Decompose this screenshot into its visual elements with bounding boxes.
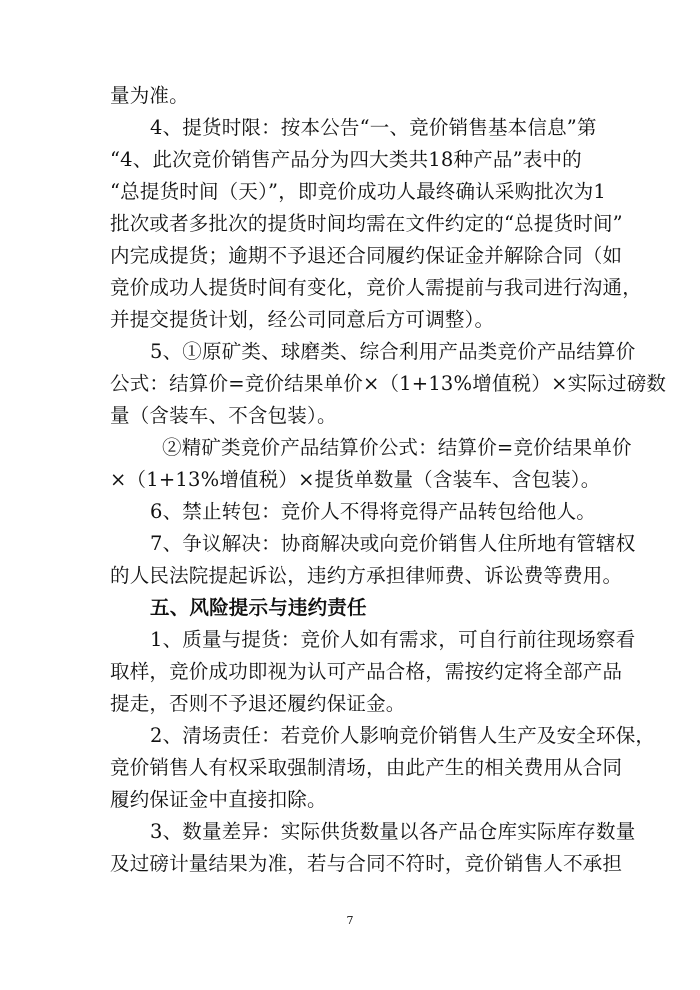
paragraph-concentrate-formula: ②精矿类竞价产品结算价公式：结算价=竞价结果单价: [162, 436, 632, 459]
paragraph-site-clearing: 2、清场责任：若竞价人影响竞价销售人生产及安全环保，: [150, 724, 656, 747]
text-line: 竞价销售人有权采取强制清场，由此产生的相关费用从合同: [110, 756, 623, 779]
section-heading: 五、风险提示与违约责任: [150, 596, 367, 619]
text-line: 批次或者多批次的提货时间均需在文件约定的“总提货时间”: [110, 212, 623, 235]
text-line: 量（含装车、不含包装）。: [110, 404, 337, 427]
paragraph-settlement-formula: 5、①原矿类、球磨类、综合利用产品类竞价产品结算价: [150, 340, 636, 363]
text-line: 竞价成功人提货时间有变化，竞价人需提前与我司进行沟通，: [110, 276, 642, 299]
text-line: 提走，否则不予退还履约保证金。: [110, 692, 406, 715]
text-line: 并提交提货计划，经公司同意后方可调整）。: [110, 308, 495, 331]
text-line: 取样，竞价成功即视为认可产品合格，需按约定将全部产品: [110, 660, 623, 683]
text-line: “总提货时间（天）”，即竞价成功人最终确认采购批次为1: [110, 180, 606, 203]
text-line: 公式：结算价=竞价结果单价×（1+13%增值税）×实际过磅数: [110, 372, 667, 395]
text-line: 履约保证金中直接扣除。: [110, 788, 327, 811]
text-line: 量为准。: [110, 84, 189, 107]
body-text: [110, 80, 667, 880]
paragraph-quality-pickup: 1、质量与提货：竞价人如有需求，可自行前往现场察看: [150, 628, 636, 651]
text-line: 的人民法院提起诉讼，违约方承担律师费、诉讼费等费用。: [110, 564, 623, 587]
paragraph-quantity-difference: 3、数量差异：实际供货数量以各产品仓库实际库存数量: [150, 820, 636, 843]
text-line: 及过磅计量结果为准，若与合同不符时，竞价销售人不承担: [110, 852, 623, 875]
text-line: 内完成提货；逾期不予退还合同履约保证金并解除合同（如: [110, 244, 623, 267]
page-number: 7: [346, 914, 354, 927]
paragraph-no-subcontract: 6、禁止转包：竞价人不得将竞得产品转包给他人。: [150, 500, 597, 523]
paragraph-dispute-resolution: 7、争议解决：协商解决或向竞价销售人住所地有管辖权: [150, 532, 636, 555]
text-line: ×（1+13%增值税）×提货单数量（含装车、含包装）。: [110, 468, 601, 491]
paragraph-delivery-deadline: 4、提货时限：按本公告“一、竞价销售基本信息”第: [150, 116, 597, 139]
text-line: “4、此次竞价销售产品分为四大类共18种产品”表中的: [110, 148, 582, 171]
